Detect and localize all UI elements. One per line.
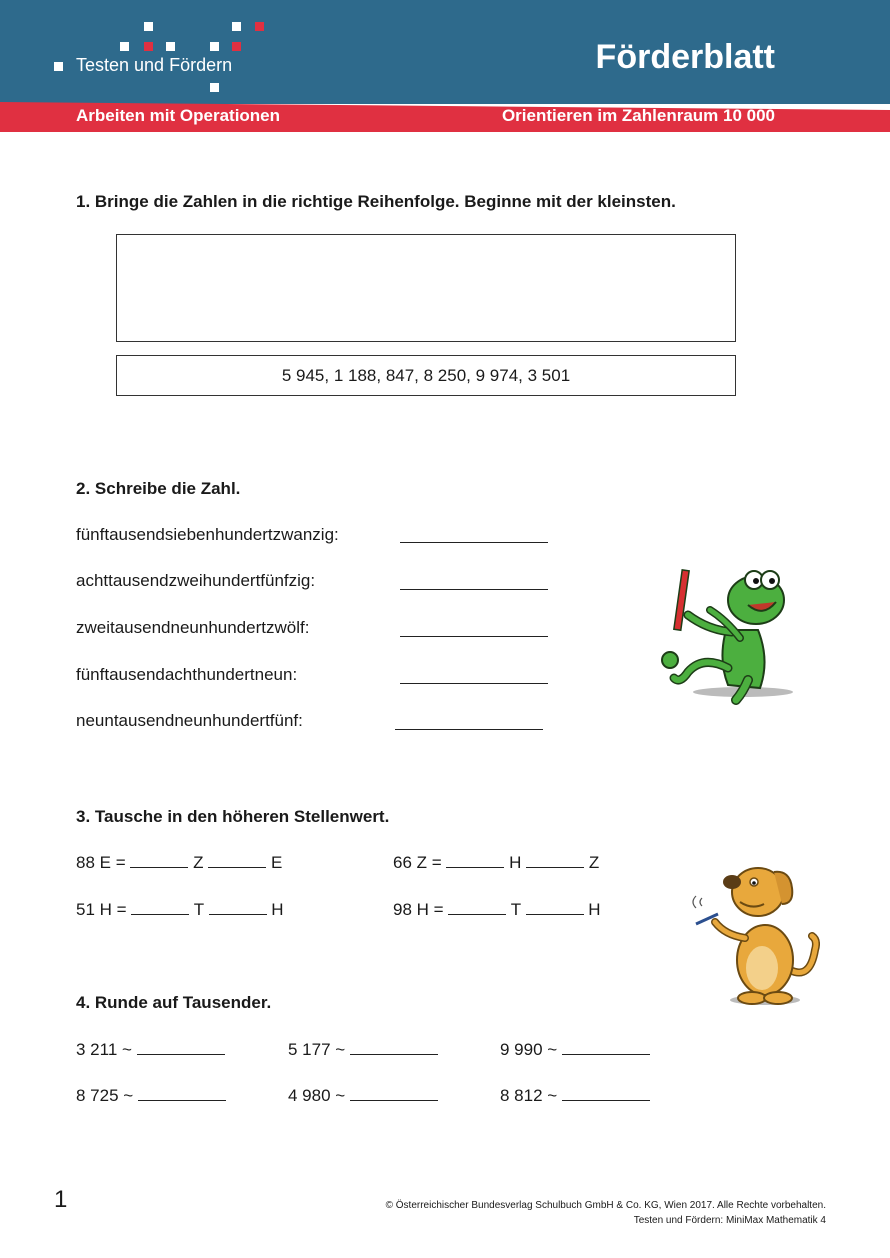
series-title: Testen und Fördern: MiniMax Mathematik 4: [633, 1215, 826, 1226]
answer-blank[interactable]: [448, 900, 506, 915]
answer-box[interactable]: [116, 234, 736, 342]
answer-line[interactable]: [400, 683, 548, 684]
answer-line[interactable]: [400, 636, 548, 637]
answer-blank[interactable]: [350, 1040, 438, 1055]
task2-heading: 2. Schreibe die Zahl.: [76, 479, 241, 498]
exchange-exercise: 51 H = T H: [76, 900, 284, 919]
answer-line[interactable]: [400, 542, 548, 543]
frog-with-pencil-illustration: [648, 560, 798, 705]
answer-blank[interactable]: [208, 853, 266, 868]
rounding-exercise: 5 177 ~: [288, 1040, 438, 1060]
answer-blank[interactable]: [130, 853, 188, 868]
rounding-exercise: 4 980 ~: [288, 1086, 438, 1106]
answer-blank[interactable]: [137, 1040, 225, 1055]
answer-blank[interactable]: [526, 900, 584, 915]
answer-blank[interactable]: [562, 1040, 650, 1055]
answer-blank[interactable]: [446, 853, 504, 868]
topic-label: Arbeiten mit Operationen: [76, 106, 281, 125]
number-word: fünftausendsiebenhundertzwanzig:: [76, 525, 339, 544]
number-list-box: [116, 355, 736, 396]
answer-blank[interactable]: [131, 900, 189, 915]
task3-heading: 3. Tausche in den höheren Stellenwert.: [76, 807, 390, 826]
header-band: [0, 0, 890, 104]
answer-line[interactable]: [400, 589, 548, 590]
dog-with-pen-illustration: [690, 860, 820, 1010]
answer-blank[interactable]: [562, 1086, 650, 1101]
number-word: neuntausendneunhundertfünf:: [76, 711, 303, 730]
exchange-exercise: 66 Z = H Z: [393, 853, 600, 872]
rounding-exercise: 3 211 ~: [76, 1040, 225, 1060]
number-word: achttausendzweihundertfünfzig:: [76, 571, 316, 590]
answer-line[interactable]: [395, 729, 543, 730]
answer-blank[interactable]: [526, 853, 584, 868]
number-word: fünftausendachthundertneun:: [76, 665, 298, 684]
number-list: 5 945, 1 188, 847, 8 250, 9 974, 3 501: [281, 365, 571, 385]
logo-text: Testen und Fördern: [76, 55, 233, 75]
exchange-exercise: 98 H = T H: [393, 900, 601, 919]
answer-blank[interactable]: [209, 900, 267, 915]
rounding-exercise: 8 725 ~: [76, 1086, 226, 1106]
exchange-exercise: 88 E = Z E: [76, 853, 283, 872]
subtopic-label: Orientieren im Zahlenraum 10 000: [501, 106, 775, 125]
copyright-notice: © Österreichischer Bundesverlag Schulbuch GmbH & Co. KG, Wien 2017. Alle Rechte vorbehalten.: [385, 1200, 826, 1211]
rounding-exercise: 9 990 ~: [500, 1040, 650, 1060]
answer-blank[interactable]: [138, 1086, 226, 1101]
task4-heading: 4. Runde auf Tausender.: [76, 993, 272, 1012]
task1-heading: 1. Bringe die Zahlen in die richtige Reihenfolge. Beginne mit der kleinsten.: [76, 192, 676, 211]
answer-blank[interactable]: [350, 1086, 438, 1101]
page-number: 1: [54, 1186, 68, 1213]
page-title: Förderblatt: [595, 38, 775, 76]
rounding-exercise: 8 812 ~: [500, 1086, 650, 1106]
number-word: zweitausendneunhundertzwölf:: [76, 618, 310, 637]
